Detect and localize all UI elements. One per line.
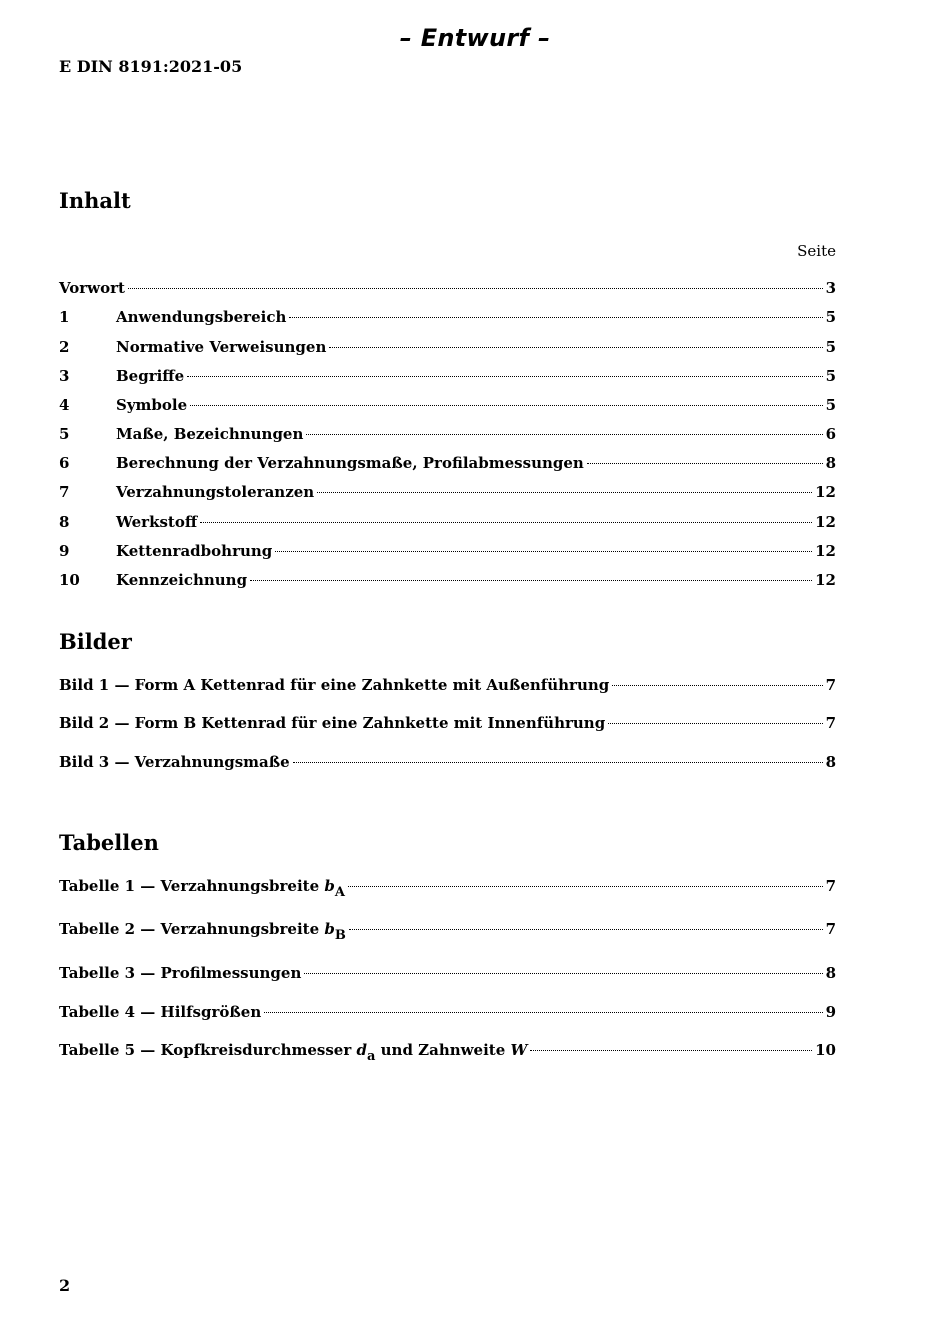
toc-entry[interactable] xyxy=(59,306,836,328)
toc-entry-page: 12 xyxy=(815,571,836,589)
dot-leader xyxy=(587,463,823,464)
figure-entry-title: Bild 3 — Verzahnungsmaße xyxy=(59,753,290,771)
toc-entry-title: Normative Verweisungen xyxy=(116,338,327,356)
figure-entry[interactable] xyxy=(59,674,836,696)
toc-entry[interactable] xyxy=(59,423,836,445)
page-number: 2 xyxy=(59,1276,71,1295)
table-entry-page: 7 xyxy=(825,920,836,938)
dot-leader xyxy=(329,347,822,348)
toc-entry-number: 6 xyxy=(59,454,70,472)
figure-entry-title: Bild 1 — Form A Kettenrad für eine Zahnkette mit Außenführung xyxy=(59,676,610,694)
dot-leader xyxy=(317,492,812,493)
table-entry-title: Tabelle 1 — Verzahnungsbreite $b_A$ xyxy=(59,877,345,900)
document-number: E DIN 8191:2021-05 xyxy=(59,57,243,76)
figures-heading: Bilder xyxy=(59,629,132,654)
table-entry-title: Tabelle 3 — Profilmessungen xyxy=(59,964,302,982)
dot-leader xyxy=(608,723,822,724)
table-entry[interactable] xyxy=(59,962,836,984)
toc-entry[interactable] xyxy=(59,452,836,474)
table-entry-page: 8 xyxy=(825,964,836,982)
dot-leader xyxy=(289,317,822,318)
toc-entry-title: Anwendungsbereich xyxy=(116,308,287,326)
figure-entry-page: 7 xyxy=(825,714,836,732)
toc-entry-title: Symbole xyxy=(116,396,188,414)
table-entry[interactable] xyxy=(59,1039,836,1064)
toc-entry-number: 7 xyxy=(59,483,70,501)
table-entry-title: Tabelle 2 — Verzahnungsbreite $b_B$ xyxy=(59,920,346,943)
toc-entry-number: 8 xyxy=(59,513,70,531)
toc-entry-page: 5 xyxy=(825,308,836,326)
toc-entry-number: 4 xyxy=(59,396,70,414)
toc-entry-page: 12 xyxy=(815,483,836,501)
toc-entry-page: 5 xyxy=(825,367,836,385)
dot-leader xyxy=(264,1012,822,1013)
dot-leader xyxy=(349,929,823,930)
toc-entry-number: 5 xyxy=(59,425,70,443)
dot-leader xyxy=(612,685,822,686)
page-column-label: Seite xyxy=(797,242,836,260)
tables-heading: Tabellen xyxy=(59,830,159,855)
toc-entry-title: Vorwort xyxy=(59,279,125,297)
figure-entry[interactable] xyxy=(59,712,836,734)
dot-leader xyxy=(293,762,823,763)
toc-entry-number: 3 xyxy=(59,367,70,385)
toc-entry[interactable] xyxy=(59,540,836,562)
toc-entry-page: 5 xyxy=(825,338,836,356)
table-entry-title: Tabelle 5 — Kopfkreisdurchmesser $d_a$ und Zahnweite W xyxy=(59,1041,528,1064)
table-entry[interactable] xyxy=(59,1001,836,1023)
toc-entry-page: 8 xyxy=(825,454,836,472)
toc-entry-number: 1 xyxy=(59,308,70,326)
figure-entry[interactable] xyxy=(59,751,836,773)
toc-entry[interactable] xyxy=(59,511,836,533)
table-entry-page: 10 xyxy=(815,1041,836,1059)
figure-entry-page: 7 xyxy=(825,676,836,694)
dot-leader xyxy=(200,522,812,523)
dot-leader xyxy=(187,376,822,377)
toc-entry-title: Werkstoff xyxy=(116,513,198,531)
toc-entry-number: 10 xyxy=(59,571,80,589)
table-entry[interactable] xyxy=(59,918,836,943)
toc-entry-page: 12 xyxy=(815,513,836,531)
dot-leader xyxy=(250,580,812,581)
toc-entry[interactable] xyxy=(59,569,836,591)
dot-leader xyxy=(348,886,823,887)
table-entry-page: 9 xyxy=(825,1003,836,1021)
toc-entry[interactable] xyxy=(59,394,836,416)
dot-leader xyxy=(306,434,822,435)
dot-leader xyxy=(530,1050,812,1051)
toc-entry-title: Maße, Bezeichnungen xyxy=(116,425,304,443)
toc-entry-vorwort[interactable] xyxy=(59,277,836,299)
draft-label: – Entwurf – xyxy=(399,24,551,52)
dot-leader xyxy=(190,405,822,406)
toc-entry[interactable] xyxy=(59,481,836,503)
toc-entry-number: 9 xyxy=(59,542,70,560)
toc-entry-page: 3 xyxy=(825,279,836,297)
dot-leader xyxy=(304,973,822,974)
toc-entry-title: Verzahnungstoleranzen xyxy=(116,483,315,501)
dot-leader xyxy=(275,551,812,552)
toc-entry-title: Kennzeichnung xyxy=(116,571,248,589)
dot-leader xyxy=(128,288,823,289)
toc-entry[interactable] xyxy=(59,336,836,358)
contents-heading: Inhalt xyxy=(59,188,131,213)
table-entry-page: 7 xyxy=(825,877,836,895)
table-entry-title: Tabelle 4 — Hilfsgrößen xyxy=(59,1003,262,1021)
toc-entry-title: Begriffe xyxy=(116,367,185,385)
toc-entry[interactable] xyxy=(59,365,836,387)
figure-entry-title: Bild 2 — Form B Kettenrad für eine Zahnkette mit Innenführung xyxy=(59,714,606,732)
table-entry[interactable] xyxy=(59,875,836,900)
toc-entry-title: Berechnung der Verzahnungsmaße, Profilabmessungen xyxy=(116,454,584,472)
figure-entry-page: 8 xyxy=(825,753,836,771)
toc-entry-number: 2 xyxy=(59,338,70,356)
toc-entry-page: 12 xyxy=(815,542,836,560)
toc-entry-title: Kettenradbohrung xyxy=(116,542,273,560)
toc-entry-page: 5 xyxy=(825,396,836,414)
toc-entry-page: 6 xyxy=(825,425,836,443)
